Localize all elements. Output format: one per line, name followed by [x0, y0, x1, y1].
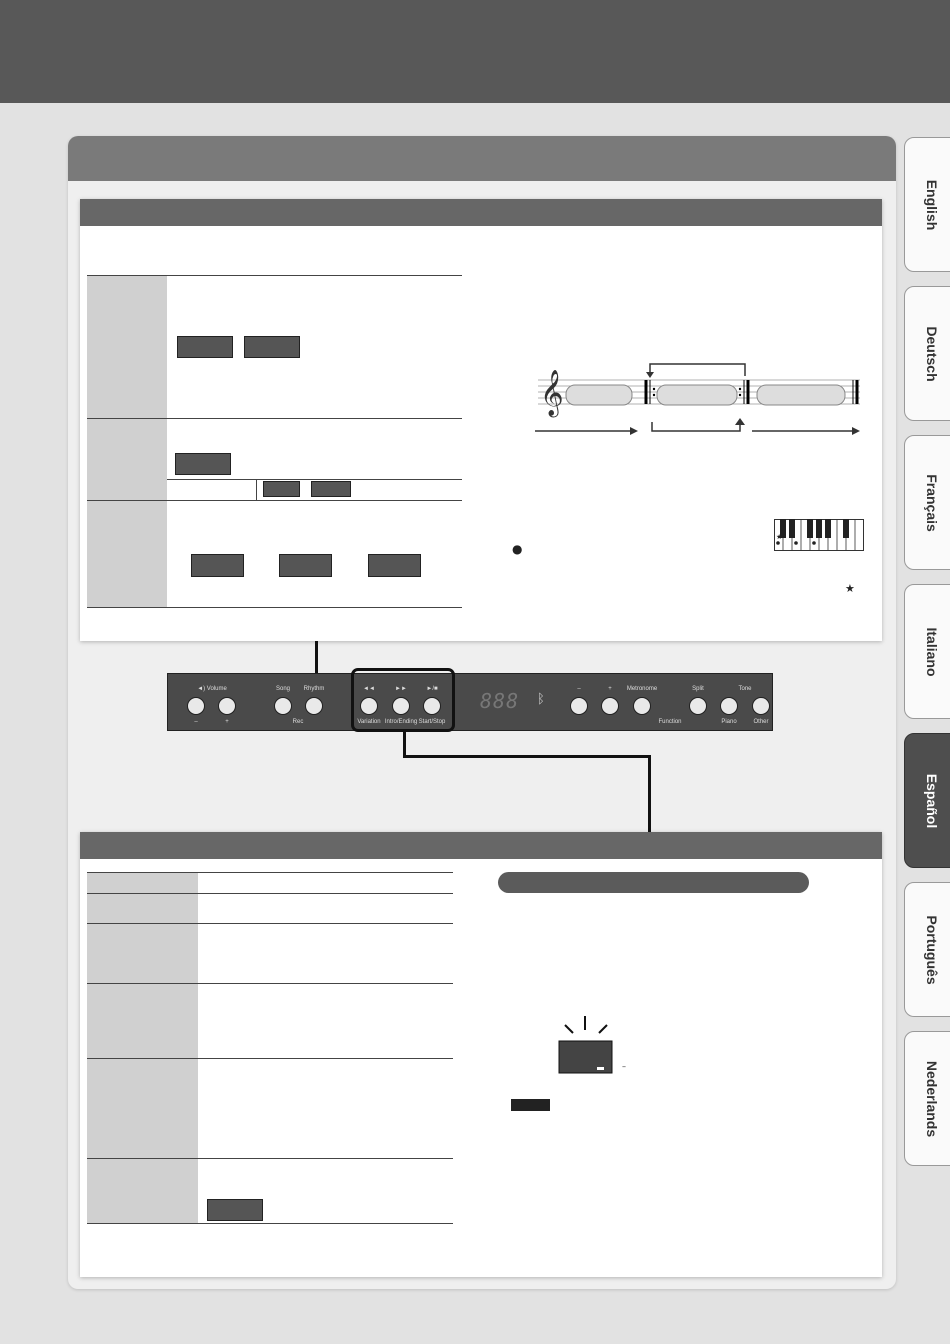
connector-line	[403, 731, 406, 757]
table-rule	[87, 893, 453, 894]
split-label: Split	[692, 686, 704, 692]
button-image	[244, 336, 300, 358]
bullet-marker: ●	[512, 542, 523, 556]
main-panel-header	[68, 136, 896, 181]
bluetooth-icon: ᛒ	[537, 692, 545, 707]
intro-ending-label: Intro/Ending	[384, 719, 418, 725]
table-rule	[87, 1058, 453, 1059]
tab-label: Português	[924, 914, 940, 985]
song-label: Song	[275, 686, 291, 692]
svg-text:★: ★	[776, 533, 783, 541]
plus-label: +	[608, 686, 612, 692]
volume-label: ◄) Volume	[197, 686, 227, 692]
minus-button[interactable]	[570, 697, 588, 715]
tab-italiano[interactable]	[904, 584, 950, 719]
piano-button[interactable]	[720, 697, 738, 715]
table-label-column	[87, 275, 167, 607]
table-divider	[256, 479, 257, 500]
button-image	[207, 1199, 263, 1221]
volume-minus-label: –	[194, 719, 198, 725]
blinking-display-illustration	[555, 1013, 645, 1075]
rhythm-card	[80, 199, 882, 641]
volume-up-button[interactable]	[218, 697, 236, 715]
tab-label: Español	[924, 773, 940, 828]
rec-label: Rec	[292, 719, 304, 725]
rewind-symbol: ◄◄	[363, 686, 375, 692]
metronome-button[interactable]	[633, 697, 651, 715]
tab-espanol[interactable]	[904, 733, 950, 868]
dash-marker: –	[622, 1062, 626, 1071]
connector-line	[403, 755, 651, 758]
rhythm-button[interactable]	[305, 697, 323, 715]
tab-label: Deutsch	[924, 325, 940, 382]
metronome-label: Metronome	[626, 686, 658, 692]
tab-english[interactable]	[904, 137, 950, 272]
section-heading-pill	[498, 872, 809, 893]
table-rule	[167, 479, 462, 480]
button-image	[311, 481, 351, 497]
star-marker: ★	[845, 582, 855, 595]
button-image	[191, 554, 244, 577]
tab-label: English	[924, 179, 940, 230]
page-header-bar	[0, 0, 950, 103]
tab-deutsch[interactable]	[904, 286, 950, 421]
button-image	[175, 453, 231, 475]
tab-francais[interactable]	[904, 435, 950, 570]
button-image	[368, 554, 421, 577]
connector-line	[315, 641, 318, 675]
table-rule	[87, 923, 453, 924]
buttons-card-header	[80, 832, 882, 859]
tab-portugues[interactable]	[904, 882, 950, 1017]
rhythm-card-header	[80, 199, 882, 226]
svg-text:𝄞: 𝄞	[540, 370, 564, 416]
piano-label: Piano	[721, 719, 737, 725]
variation-label: Variation	[357, 719, 381, 725]
other-label: Other	[753, 719, 769, 725]
volume-plus-label: +	[225, 719, 229, 725]
table-rule	[87, 872, 453, 873]
table-rule	[87, 1158, 453, 1159]
led-display: 888	[480, 689, 520, 713]
table-rule	[87, 607, 462, 608]
song-button[interactable]	[274, 697, 292, 715]
table-label-column	[87, 872, 198, 1223]
plus-button[interactable]	[601, 697, 619, 715]
table-rule	[87, 275, 462, 276]
repeat-diagram	[530, 354, 870, 444]
start-stop-label: Start/Stop	[418, 719, 446, 725]
minus-label: –	[577, 686, 581, 692]
volume-down-button[interactable]	[187, 697, 205, 715]
tab-label: Français	[924, 473, 940, 532]
button-image	[263, 481, 300, 497]
rhythm-label: Rhythm	[303, 686, 325, 692]
connector-line	[648, 755, 651, 833]
split-button[interactable]	[689, 697, 707, 715]
table-rule	[87, 1223, 453, 1224]
table-rule	[87, 500, 462, 501]
function-label: Function	[658, 719, 682, 725]
variation-button[interactable]	[360, 697, 378, 715]
control-panel	[167, 673, 773, 731]
note-badge	[511, 1099, 550, 1111]
play-stop-symbol: ►/■	[426, 686, 438, 692]
tab-nederlands[interactable]	[904, 1031, 950, 1166]
tab-label: Italiano	[924, 626, 940, 677]
forward-symbol: ►►	[395, 686, 407, 692]
button-image	[177, 336, 233, 358]
keyboard-icon	[774, 519, 864, 551]
volume-text: Volume	[206, 686, 227, 692]
button-image	[279, 554, 332, 577]
start-stop-button[interactable]	[423, 697, 441, 715]
intro-ending-button[interactable]	[392, 697, 410, 715]
tab-label: Nederlands	[924, 1060, 940, 1137]
table-rule	[87, 983, 453, 984]
tone-label: Tone	[738, 686, 752, 692]
buttons-card	[80, 832, 882, 1277]
other-button[interactable]	[752, 697, 770, 715]
table-rule	[87, 418, 462, 419]
